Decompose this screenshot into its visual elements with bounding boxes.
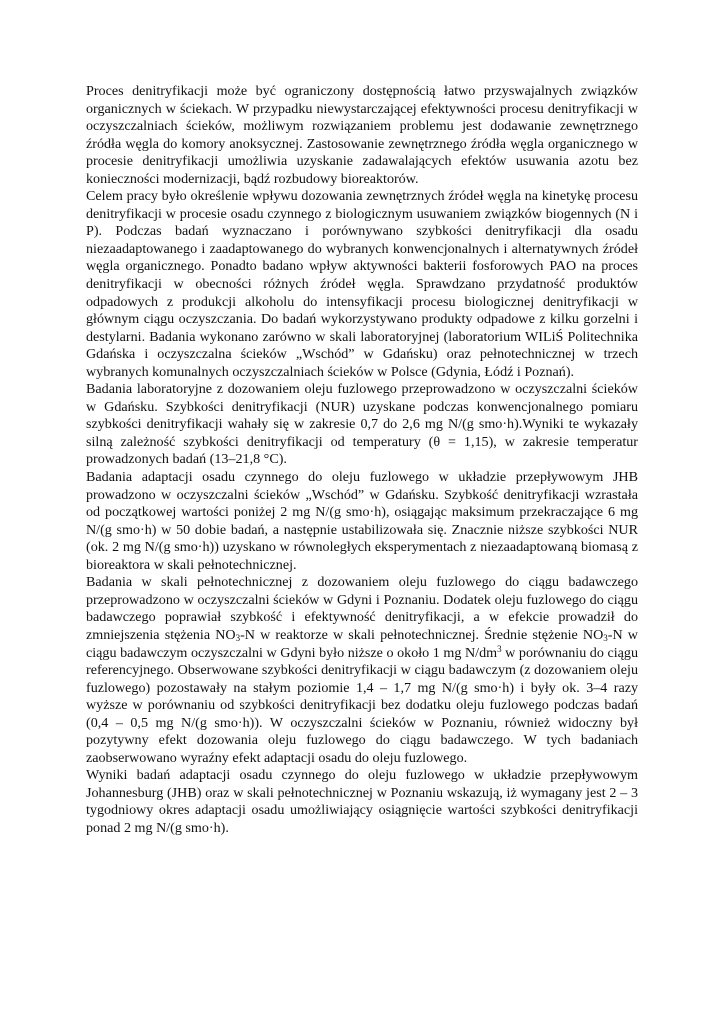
subscript: 3 (235, 632, 241, 643)
paragraph-text: Celem pracy było określenie wpływu dozowania zewnętrznych źródeł węgla na kinetykę procesu denitryfikacji w procesie osadu czynnego z biologicznym usuwaniem związków biogennych (N i P). Podczas badań wyznaczano i porównywano szybkości denitryfikacji dla osadu niezaadaptowanego i zaadaptowanego do wybranych konwencjonalnych i alternatywnych źródeł węgla organicznego. Ponadto badano wpływ aktywności bakterii fosforowych PAO na proces denitryfikacji w obecności różnych źródeł węgla. Sprawdzano przydatność produktów odpadowych z produkcji alkoholu do intensyfikacji procesu biologicznej denitryfikacji w głównym ciągu oczyszczania. Do badań wykorzystywano produkty odpadowe z kilku gorzelni i destylarni. Badania wykonano zarówno w skali laboratoryjnej (laboratorium WILiŚ Politechnika Gdańska i oczyszczalna ścieków „Wschód” w Gdańsku) oraz pełnotechnicznej w trzech wybranych komunalnych oczyszczalniach ścieków w Polsce (Gdynia, Łódź i Poznań). (86, 188, 638, 380)
paragraph-full-scale (86, 574, 638, 767)
subscript: 3 (603, 632, 608, 643)
paragraph-text: Badania laboratoryjne z dozowaniem oleju fuzlowego przeprowadzono w oczyszczalni ścieków w Gdańsku. Szybkości denitryfikacji (NUR) uzyskane podczas konwencjonalnego pomiaru szybkości denitryfikacji wahały się w zakresie 0,7 do 2,6 mg N/(g smo·h).Wyniki te wykazały silną zależność szybkości denitryfikacji od temperatury (θ = 1,15), w zakresie temperatur prowadzonych badań (13–21,8 °C). (86, 381, 638, 468)
paragraph-text: Badania w skali pełnotechnicznej z dozowaniem oleju fuzlowego do ciągu badawczego przeprowadzono w oczyszczalni ścieków w Gdyni i Poznaniu. Dodatek oleju fuzlowego do ciągu badawczego poprawiał szybkość i efektywność denitryfikacji, a w efekcie prowadził do zmniejszenia stężenia NO (86, 574, 638, 643)
paragraph-text: -N w reaktorze w skali pełnotechnicznej. Średnie stężenie NO (240, 626, 604, 643)
paragraph-text: w porównaniu do ciągu referencyjnego. Obserwowane szybkości denitryfikacji w ciągu badawczym (z dozowaniem oleju fuzlowego) pozostawały na stałym poziomie 1,4 – 1,7 mg N/(g smo·h) i były ok. 3–4 razy wyższe w porównaniu od szybkości denitryfikacji bez dodatku oleju fuzlowego podczas badań (0,4 – 0,5 mg N/(g smo·h)). W oczyszczalni ścieków w Poznaniu, również widoczny był pozytywny efekt dozowania oleju fuzlowego do ciągu badawczego. W tych badaniach zaobserwowano wyraźny efekt adaptacji osadu do oleju fuzlowego. (86, 644, 638, 766)
paragraph-intro (86, 83, 638, 188)
paragraph-text: Badania adaptacji osadu czynnego do oleju fuzlowego w układzie przepływowym JHB prowadzono w oczyszczalni ścieków „Wschód” w Gdańsku. Szybkość denitryfikacji wzrastała od początkowej wartości poniżej 2 mg N/(g smo·h), osiągając maksimum przekraczające 6 mg N/(g smo·h) w 50 dobie badań, a następnie ustabilizowała się. Znacznie niższe szybkości NUR (ok. 2 mg N/(g smo·h)) uzyskano w równoległych eksperymentach z niezaadaptowaną biomasą z bioreaktora w skali pełnotechnicznej. (86, 469, 638, 573)
paragraph-text: Wyniki badań adaptacji osadu czynnego do oleju fuzlowego w układzie przepływowym Johannesburg (JHB) oraz w skali pełnotechnicznej w Poznaniu wskazują, iż wymagany jest 2 – 3 tygodniowy okres adaptacji osadu umożliwiający osiągnięcie wartości szybkości denitryfikacji ponad 2 mg N/(g smo·h). (86, 767, 638, 836)
document-body (86, 83, 638, 838)
paragraph-laboratory (86, 381, 638, 469)
paragraph-adaptation (86, 469, 638, 574)
paragraph-text: Proces denitryfikacji może być ograniczony dostępnością łatwo przyswajalnych związków organicznych w ściekach. W przypadku niewystarczającej efektywności procesu denitryfikacji w oczyszczalniach ścieków, możliwym rozwiązaniem problemu jest dodawanie zewnętrznego źródła węgla do komory anoksycznej. Zastosowanie zewnętrznego źródła węgla organicznego w procesie denitryfikacji umożliwia uzyskanie zadawalających efektów usuwania azotu bez konieczności modernizacji, bądź rozbudowy bioreaktorów. (86, 83, 638, 187)
superscript: 3 (497, 643, 502, 654)
paragraph-aim (86, 188, 638, 381)
paragraph-text: -N w ciągu badawczym oczyszczalni w Gdyni było niższe o około 1 mg N/dm (86, 626, 638, 661)
paragraph-conclusion (86, 767, 638, 837)
